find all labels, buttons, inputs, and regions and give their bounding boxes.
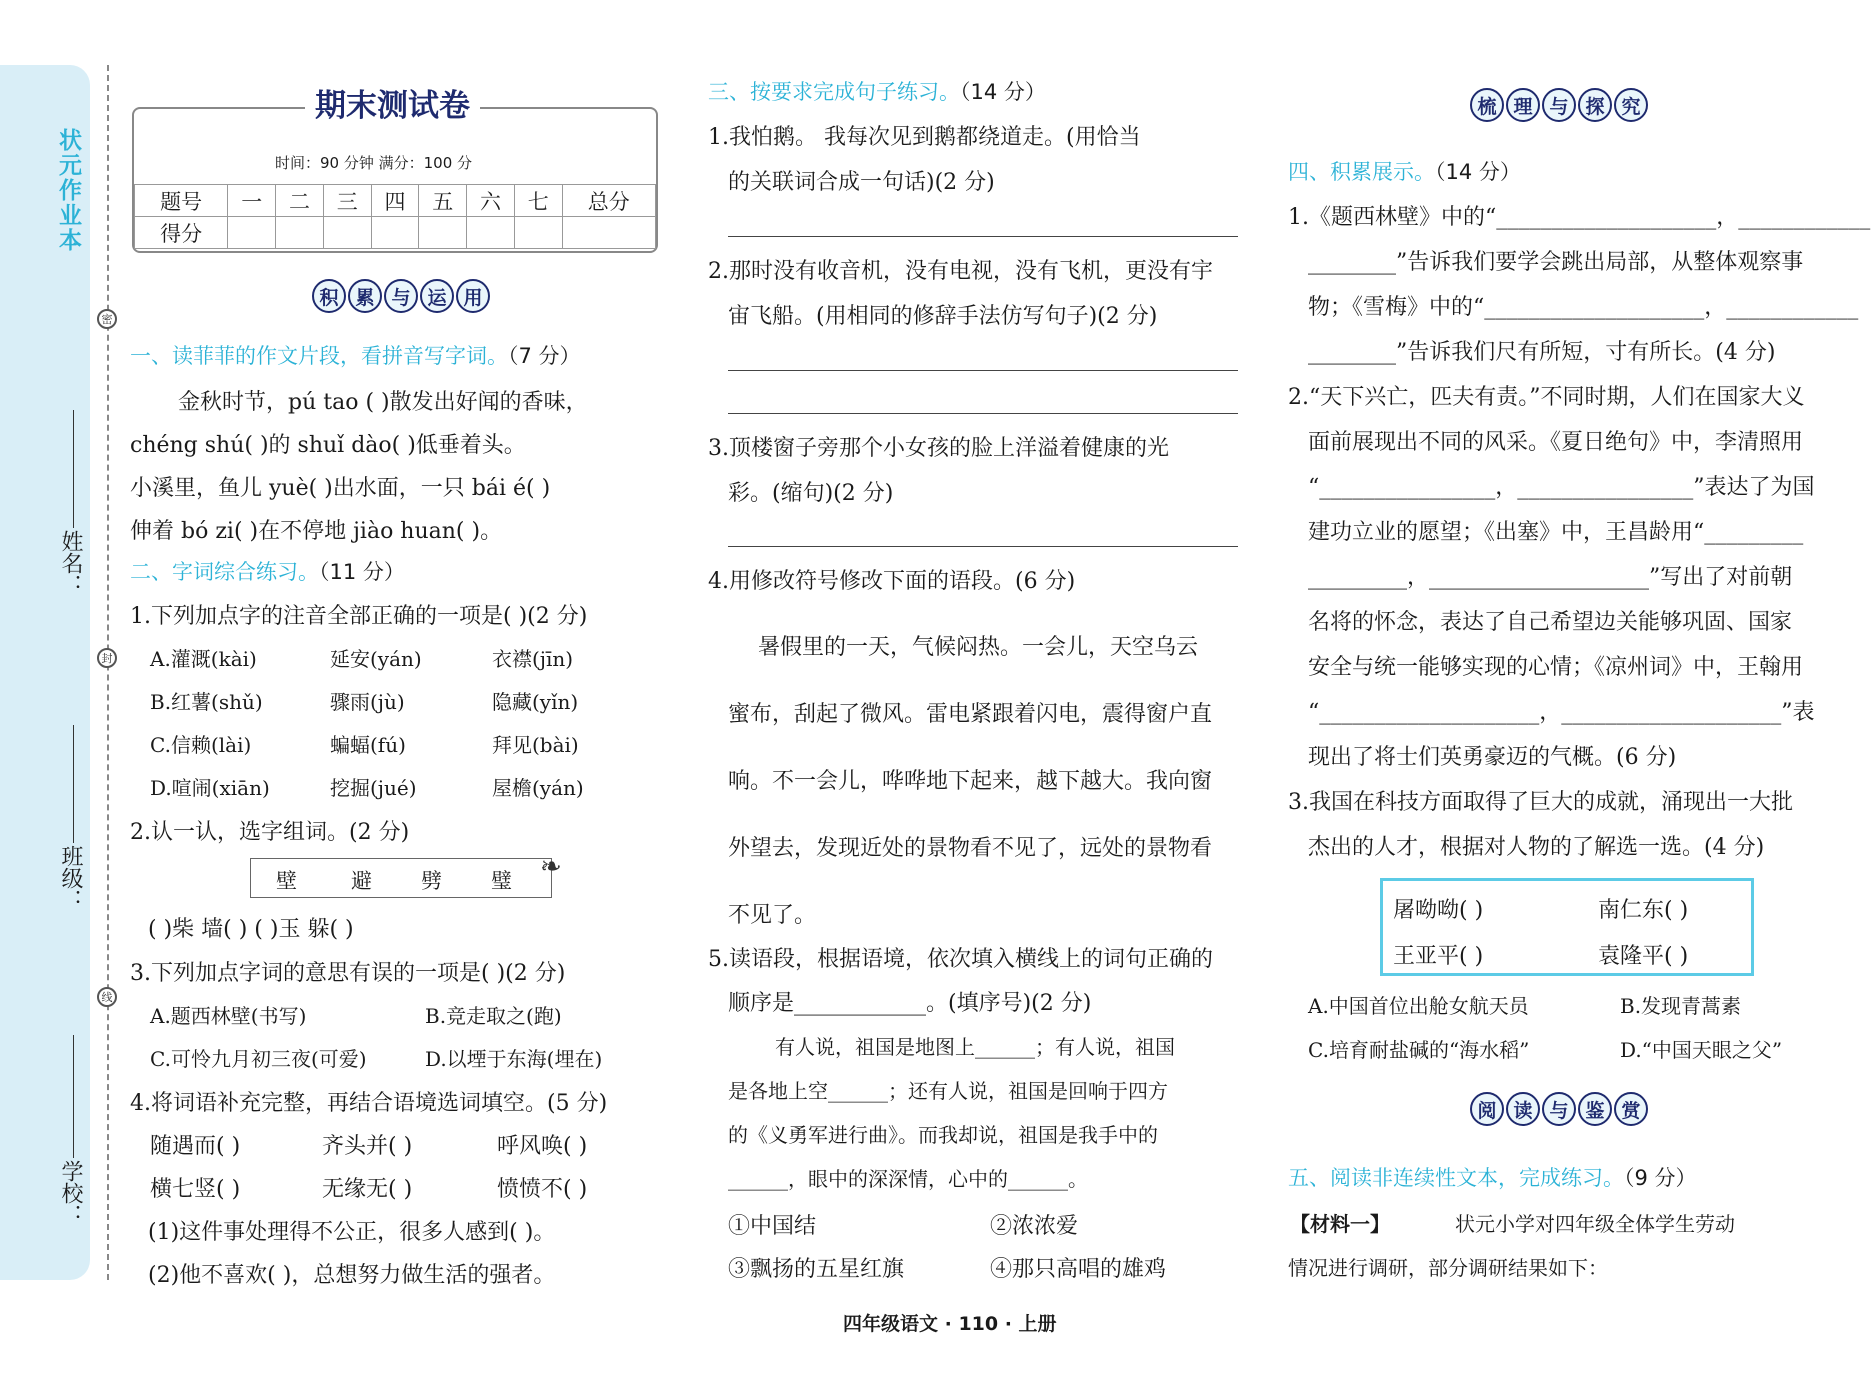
s3-line: 的关联词合成一句话)(2 分) bbox=[728, 170, 995, 195]
option-cell: A.题西林壁(书写) bbox=[150, 1004, 307, 1028]
scientist-item: 袁隆平( ) bbox=[1598, 944, 1689, 969]
score-header-cell: 二 bbox=[276, 185, 324, 217]
scientist-item: 王亚平( ) bbox=[1393, 944, 1484, 969]
score-input-cell[interactable] bbox=[419, 217, 467, 249]
cut-line bbox=[107, 65, 109, 1280]
idiom-cell: 愤愤不( ) bbox=[497, 1177, 588, 1202]
s2-q4-sentence: (2)他不喜欢( )，总想努力做生活的强者。 bbox=[148, 1263, 556, 1288]
s4-line: 2.“天下兴亡，匹夫有责。”不同时期，人们在国家大义 bbox=[1288, 385, 1805, 410]
s1-line: 金秋时节，pú tao ( )散发出好闻的香味， bbox=[178, 390, 588, 415]
exam-meta: 时间：90 分钟 满分：100 分 bbox=[275, 154, 473, 172]
fill-option: ②浓浓爱 bbox=[990, 1214, 1079, 1239]
section-2-heading bbox=[130, 556, 405, 586]
reading-line: 有人说，祖国是地图上______；有人说，祖国 bbox=[775, 1035, 1175, 1059]
option-cell: 隐藏(yǐn) bbox=[492, 690, 579, 714]
choice-option: A.中国首位出舱女航天员 bbox=[1308, 994, 1529, 1018]
tag-char: 读 bbox=[1506, 1092, 1540, 1126]
scientist-box bbox=[1380, 878, 1754, 976]
answer-line[interactable] bbox=[728, 370, 1238, 371]
sidebar-title: 状元作业本 bbox=[55, 128, 81, 253]
option-cell: D.以堙于东海(埋在) bbox=[425, 1047, 603, 1071]
heading-points: （14 分） bbox=[960, 80, 1046, 104]
answer-line[interactable] bbox=[728, 236, 1238, 237]
s4-line: 1.《题西林壁》中的“____________________，____________ bbox=[1288, 205, 1871, 230]
s2-q2-line: ( )柴 墙( ) ( )玉 躲( ) bbox=[148, 917, 354, 942]
tag-char: 与 bbox=[384, 279, 418, 313]
score-input-cell[interactable] bbox=[562, 217, 655, 249]
s1-line: 小溪里，鱼儿 yuè( )出水面，一只 bái é( ) bbox=[130, 476, 551, 501]
section-tag-shuli bbox=[1470, 88, 1650, 122]
s3-line: 顺序是____________。(填序号)(2 分) bbox=[728, 991, 1092, 1016]
name-label: 姓名： bbox=[58, 530, 83, 596]
s1-line: chéng shú( )的 shuǐ dào( )低垂着头。 bbox=[130, 433, 526, 458]
fill-option: ③飘扬的五星红旗 bbox=[728, 1257, 905, 1282]
char-option: 璧 bbox=[491, 869, 512, 893]
section-tag-jilei bbox=[312, 279, 492, 313]
section-3-heading bbox=[708, 76, 1046, 106]
s2-q1: 1.下列加点字的注音全部正确的一项是( )(2 分) bbox=[130, 604, 588, 629]
score-header-cell: 五 bbox=[419, 185, 467, 217]
s4-line: 3.我国在科技方面取得了巨大的成就，涌现出一大批 bbox=[1288, 790, 1793, 815]
option-cell: A.灌溉(kài) bbox=[150, 647, 257, 671]
score-input-cell[interactable] bbox=[276, 217, 324, 249]
score-header-cell: 总分 bbox=[562, 185, 655, 217]
s4-line: ________”告诉我们要学会跳出局部，从整体观察事 bbox=[1308, 250, 1804, 275]
tag-char: 梳 bbox=[1470, 88, 1504, 122]
heading-text: 四、积累展示。 bbox=[1288, 160, 1435, 184]
option-cell: 拜见(bài) bbox=[492, 733, 579, 757]
s3-line: 2.那时没有收音机，没有电视，没有飞机，更没有宇 bbox=[708, 259, 1213, 284]
score-header-cell: 六 bbox=[467, 185, 515, 217]
carrot-icon: ❧ bbox=[540, 852, 562, 882]
score-input-cell[interactable] bbox=[228, 217, 276, 249]
tag-char: 用 bbox=[456, 279, 490, 313]
score-header-cell: 三 bbox=[323, 185, 371, 217]
tag-char: 与 bbox=[1542, 1092, 1576, 1126]
s4-line: 物；《雪梅》中的“____________________，____________ bbox=[1308, 295, 1859, 320]
seal-mark-xian: 线 bbox=[97, 987, 117, 1007]
heading-text: 五、阅读非连续性文本，完成练习。 bbox=[1288, 1166, 1624, 1190]
heading-points: （9 分） bbox=[1624, 1166, 1697, 1190]
heading-points: （7 分） bbox=[508, 344, 581, 368]
s4-line: 面前展现出不同的风采。《夏日绝句》中，李清照用 bbox=[1308, 430, 1804, 455]
tag-char: 究 bbox=[1614, 88, 1648, 122]
s2-q3: 3.下列加点字词的意思有误的一项是( )(2 分) bbox=[130, 961, 566, 986]
option-cell: C.可怜九月初三夜(可爱) bbox=[150, 1047, 367, 1071]
tag-char: 理 bbox=[1506, 88, 1540, 122]
option-cell: 屋檐(yán) bbox=[492, 776, 584, 800]
heading-points: （11 分） bbox=[319, 560, 405, 584]
page-footer: 四年级语文 · 110 · 上册 bbox=[843, 1313, 1057, 1335]
answer-line[interactable] bbox=[728, 546, 1238, 547]
choice-option: C.培育耐盐碱的“海水稻” bbox=[1308, 1038, 1530, 1062]
s4-line: 安全与统一能够实现的心情；《凉州词》中，王翰用 bbox=[1308, 655, 1804, 680]
score-input-cell[interactable] bbox=[514, 217, 562, 249]
tag-char: 运 bbox=[420, 279, 454, 313]
class-field[interactable] bbox=[73, 725, 74, 843]
edit-paragraph-line: 暑假里的一天，气候闷热。一会儿，天空乌云 bbox=[758, 635, 1199, 660]
score-label-cell: 得分 bbox=[135, 217, 228, 249]
option-cell: B.竞走取之(跑) bbox=[425, 1004, 562, 1028]
answer-line[interactable] bbox=[728, 413, 1238, 414]
tag-char: 累 bbox=[348, 279, 382, 313]
char-option: 壁 bbox=[276, 869, 297, 893]
reading-line: 的《义勇军进行曲》。而我却说，祖国是我手中的 bbox=[728, 1123, 1158, 1147]
edit-paragraph-line: 不见了。 bbox=[728, 903, 817, 928]
s3-line: 1.我怕鹅。 我每次见到鹅都绕道走。(用恰当 bbox=[708, 125, 1141, 150]
exam-title: 期末测试卷 bbox=[305, 80, 480, 125]
char-option: 避 bbox=[351, 869, 372, 893]
reading-line: ______，眼中的深深情，心中的______。 bbox=[728, 1167, 1088, 1191]
s4-line: 建功立业的愿望；《出塞》中，王昌龄用“_________ bbox=[1308, 520, 1804, 545]
s4-line: 杰出的人才，根据对人物的了解选一选。(4 分) bbox=[1308, 835, 1765, 860]
score-input-cell[interactable] bbox=[323, 217, 371, 249]
section-4-heading bbox=[1288, 156, 1521, 186]
s4-line: “________________，________________”表达了为国 bbox=[1308, 475, 1815, 500]
option-cell: B.红薯(shǔ) bbox=[150, 690, 263, 714]
material-tag: 【材料一】 bbox=[1290, 1212, 1390, 1236]
s4-line: ________”告诉我们尺有所短，寸有所长。(4 分) bbox=[1308, 340, 1776, 365]
s3-line: 3.顶楼窗子旁那个小女孩的脸上洋溢着健康的光 bbox=[708, 436, 1169, 461]
option-cell: 延安(yán) bbox=[330, 647, 422, 671]
choice-option: D.“中国天眼之父” bbox=[1620, 1038, 1783, 1062]
reading-line: 是各地上空______；还有人说，祖国是回响于四方 bbox=[728, 1079, 1168, 1103]
s3-line: 5.读语段，根据语境，依次填入横线上的词句正确的 bbox=[708, 947, 1213, 972]
edit-paragraph-line: 响。不一会儿，哗哗地下起来，越下越大。我向窗 bbox=[728, 769, 1213, 794]
choice-option: B.发现青蒿素 bbox=[1620, 994, 1742, 1018]
score-input-cell[interactable] bbox=[467, 217, 515, 249]
class-label: 班级： bbox=[58, 845, 83, 911]
idiom-cell: 齐头并( ) bbox=[322, 1134, 413, 1159]
tag-char: 积 bbox=[312, 279, 346, 313]
tag-char: 赏 bbox=[1614, 1092, 1648, 1126]
fill-option: ①中国结 bbox=[728, 1214, 817, 1239]
s2-q4-sentence: (1)这件事处理得不公正，很多人感到( )。 bbox=[148, 1220, 556, 1245]
tag-char: 阅 bbox=[1470, 1092, 1504, 1126]
s1-line: 伸着 bó zi( )在不停地 jiào huan( )。 bbox=[130, 519, 503, 544]
idiom-cell: 无缘无( ) bbox=[322, 1177, 413, 1202]
s4-line: “____________________，____________________”表 bbox=[1308, 700, 1815, 725]
name-field[interactable] bbox=[73, 410, 74, 528]
s3-line: 宙飞船。(用相同的修辞手法仿写句子)(2 分) bbox=[728, 304, 1158, 329]
word-choice-box bbox=[250, 858, 552, 898]
idiom-cell: 呼风唤( ) bbox=[497, 1134, 588, 1159]
tag-char: 探 bbox=[1578, 88, 1612, 122]
scientist-item: 南仁东( ) bbox=[1598, 898, 1689, 923]
s4-line: 现出了将士们英勇豪迈的气概。(6 分) bbox=[1308, 745, 1677, 770]
score-header-cell: 题号 bbox=[135, 185, 228, 217]
option-cell: 骤雨(jù) bbox=[330, 690, 405, 714]
edit-paragraph-line: 蜜布，刮起了微风。雷电紧跟着闪电，震得窗户直 bbox=[728, 702, 1213, 727]
material-text: 状元小学对四年级全体学生劳动 bbox=[1455, 1212, 1735, 1236]
tag-char: 与 bbox=[1542, 88, 1576, 122]
s2-q4: 4.将词语补充完整，再结合语境选词填空。(5 分) bbox=[130, 1091, 608, 1116]
heading-text: 一、读菲菲的作文片段，看拼音写字词。 bbox=[130, 344, 508, 368]
s4-line: 名将的怀念，表达了自己希望边关能够巩固、国家 bbox=[1308, 610, 1793, 635]
heading-points: （14 分） bbox=[1435, 160, 1521, 184]
score-header-cell: 一 bbox=[228, 185, 276, 217]
option-cell: 挖掘(jué) bbox=[330, 776, 417, 800]
edit-paragraph-line: 外望去，发现近处的景物看不见了，远处的景物看 bbox=[728, 836, 1213, 861]
school-label: 学校： bbox=[58, 1160, 83, 1226]
score-input-cell[interactable] bbox=[371, 217, 419, 249]
idiom-cell: 横七竖( ) bbox=[150, 1177, 241, 1202]
s3-line: 彩。(缩句)(2 分) bbox=[728, 481, 894, 506]
score-header-cell: 四 bbox=[371, 185, 419, 217]
scientist-item: 屠呦呦( ) bbox=[1393, 898, 1484, 923]
option-cell: 衣襟(jīn) bbox=[492, 647, 574, 671]
heading-text: 三、按要求完成句子练习。 bbox=[708, 80, 960, 104]
s3-line: 4.用修改符号修改下面的语段。(6 分) bbox=[708, 569, 1076, 594]
char-option: 劈 bbox=[421, 869, 442, 893]
s4-line: _________，____________________”写出了对前朝 bbox=[1308, 565, 1793, 590]
seal-mark-feng: 封 bbox=[97, 648, 117, 668]
section-tag-yuedu bbox=[1470, 1092, 1650, 1126]
heading-text: 二、字词综合练习。 bbox=[130, 560, 319, 584]
idiom-cell: 随遇而( ) bbox=[150, 1134, 241, 1159]
section-1-heading bbox=[130, 340, 581, 370]
material-text: 情况进行调研，部分调研结果如下： bbox=[1288, 1256, 1608, 1280]
score-header-cell: 七 bbox=[514, 185, 562, 217]
score-table bbox=[134, 184, 656, 249]
section-5-heading bbox=[1288, 1162, 1697, 1192]
s2-q2: 2.认一认，选字组词。(2 分) bbox=[130, 820, 410, 845]
option-cell: D.喧闹(xiān) bbox=[150, 776, 270, 800]
seal-mark-mi: 密 bbox=[97, 309, 117, 329]
option-cell: 蝙蝠(fú) bbox=[330, 733, 406, 757]
option-cell: C.信赖(lài) bbox=[150, 733, 252, 757]
school-field[interactable] bbox=[73, 1035, 74, 1158]
fill-option: ④那只高唱的雄鸡 bbox=[990, 1257, 1167, 1282]
tag-char: 鉴 bbox=[1578, 1092, 1612, 1126]
